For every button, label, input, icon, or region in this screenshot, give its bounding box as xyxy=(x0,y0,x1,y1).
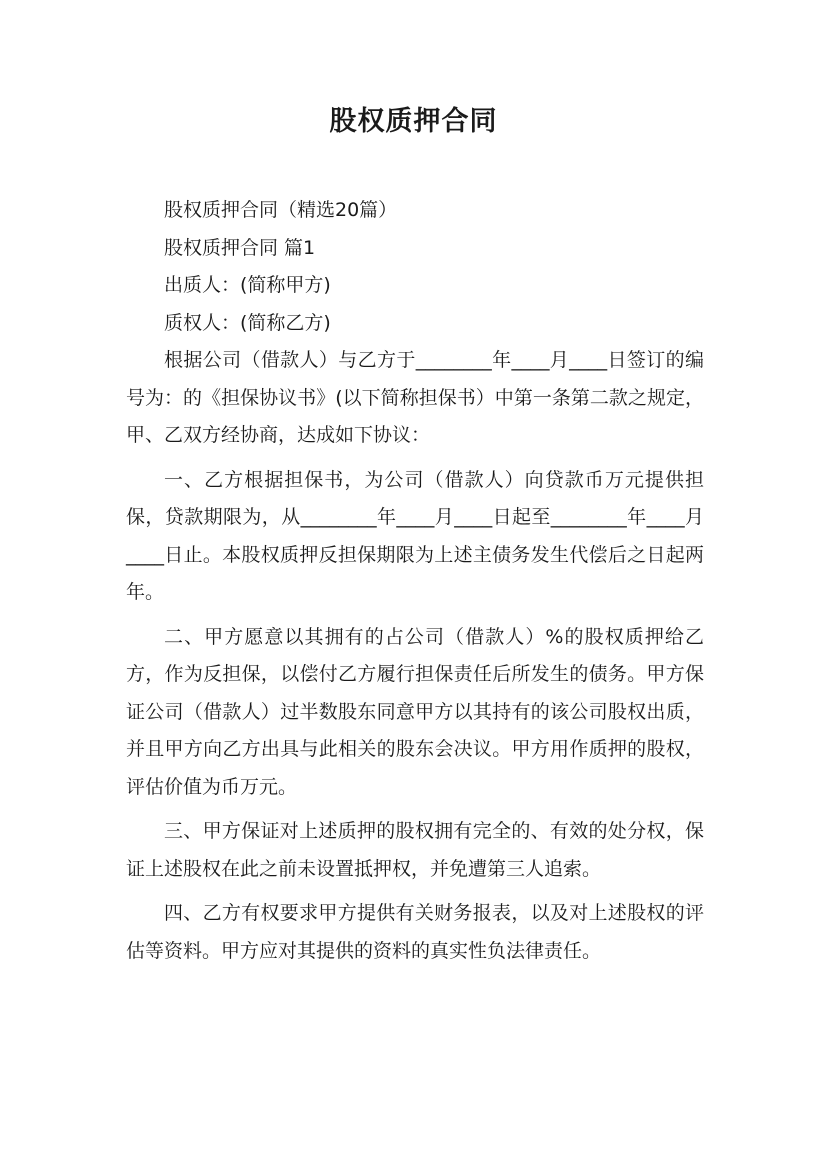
paragraph-preamble: 根据公司（借款人）与乙方于________年____月____日签订的编号为：的《担保协议书》(以下简称担保书）中第一条第二款之规定，甲、乙双方经协商，达成如下协议： xyxy=(126,349,704,446)
document-body xyxy=(126,192,704,970)
document-title: 股权质押合同 xyxy=(329,106,498,137)
paragraph-clause-2: 二、甲方愿意以其拥有的占公司（借款人）%的股权质押给乙方，作为反担保，以偿付乙方履行担保责任后所发生的债务。甲方保证公司（借款人）过半数股东同意甲方以其持有的该公司股权出质，并且甲方向乙方出具与此相关的股东会决议。甲方用作质押的股权，评估价值为币万元。 xyxy=(126,625,704,798)
paragraph-pledgor: 出质人：(简称甲方) xyxy=(164,274,331,296)
paragraph-clause-4: 四、乙方有权要求甲方提供有关财务报表，以及对上述股权的评估等资料。甲方应对其提供的资料的真实性负法律责任。 xyxy=(126,902,704,962)
paragraph-clause-1: 一、乙方根据担保书，为公司（借款人）向贷款币万元提供担保，贷款期限为，从________年____月____日起至________年____月____日止。本股权质押反担保期限为上述主债务发生代偿后之日起两年。 xyxy=(126,468,704,603)
paragraph-subtitle: 股权质押合同（精选20篇） xyxy=(164,199,398,221)
paragraph-section-heading: 股权质押合同 篇1 xyxy=(164,236,316,259)
paragraph-pledgee: 质权人：(简称乙方) xyxy=(164,311,331,334)
paragraph-clause-3: 三、甲方保证对上述质押的股权拥有完全的、有效的处分权，保证上述股权在此之前未设置抵押权，并免遭第三人追索。 xyxy=(126,820,704,880)
